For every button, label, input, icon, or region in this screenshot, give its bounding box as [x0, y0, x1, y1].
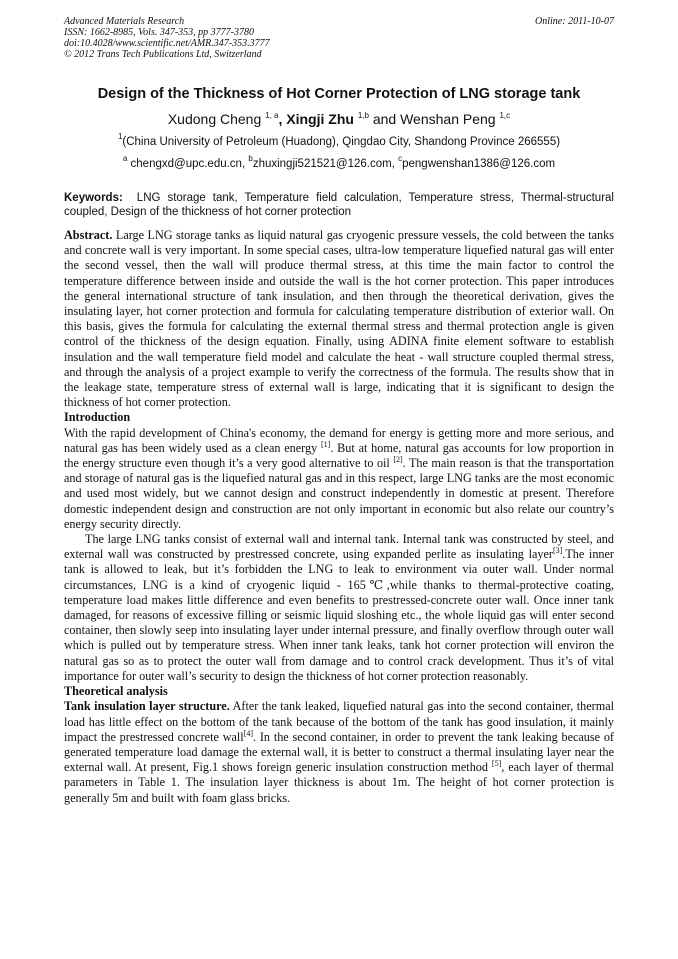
- citation[interactable]: [5]: [491, 759, 502, 769]
- author-name: Xudong Cheng: [167, 111, 262, 127]
- affiliation-sup: 1: [117, 132, 123, 141]
- email-sup: c: [398, 154, 403, 163]
- keywords: [64, 191, 614, 219]
- paragraph: [64, 426, 614, 532]
- paragraph: [64, 699, 614, 805]
- email[interactable]: pengwenshan1386@126.com: [402, 158, 556, 170]
- paragraph-text: . But at home, natural gas accounts for low proportion in the energy structure even though it’s a very good alternative to oil: [64, 440, 614, 471]
- author-sup: 1,b: [357, 111, 369, 120]
- doi-line: doi:10.4028/www.scientific.net/AMR.347-353.3777: [64, 38, 270, 49]
- email[interactable]: chengxd@upc.edu.cn,: [127, 158, 249, 170]
- paper-title: Design of the Thickness of Hot Corner Protection of LNG storage tank: [97, 86, 581, 102]
- subsection-heading: Tank insulation layer structure.: [64, 699, 230, 714]
- paragraph-text: . The main reason is that the transportation and storage of natural gas is the liquefied natural gas and in this respect, large LNG tanks are the most economic and used most widely, but we cannot design and construct independently in domestic at present. Therefore domestic independent design and construction are not only important in economic but also relate our country’s energy security directly.: [64, 456, 614, 531]
- citation[interactable]: [4]: [243, 728, 254, 738]
- abstract-text: Large LNG storage tanks as liquid natural gas cryogenic pressure vessels, the cold between the tanks and concrete wall is very important. In some special cases, ultra-low temperature liquefied natural gas will enter the second vessel, then the wall will produce thermal stress, at this time the main factor to control the temperature difference between inside and outside the wall is the hot corner protection. This paper introduces the general international structure of tank insulation, and then through the theoretical derivation, gives the insulating layer, hot corner protection and formula for calculating temperature distribution of exterior wall. On this basis, gives the formula for calculating the external thermal stress and thermal protection angle is given control of the thickness of the design equation. Finally, using ADINA finite element software to establish insulation and the wall temperature field model and calculate the heat - wall structure coupled thermal stress, and through the analysis of a project example to verify the correctness of the formula. The results show that in the leakage state, temperature stress of external wall is large, indicating that it is significant to design the thickness of hot corner protection.: [64, 228, 614, 410]
- online-date: Online: 2011-10-07: [535, 16, 614, 27]
- affiliation: [64, 132, 614, 149]
- author-name: and Wenshan Peng: [368, 111, 496, 127]
- author-sup: 1,c: [499, 111, 511, 120]
- author-name: , Xingji Zhu: [278, 111, 354, 127]
- citation[interactable]: [3]: [552, 546, 563, 556]
- abstract: [64, 228, 614, 410]
- section-heading-theory: Theoretical analysis: [64, 684, 168, 699]
- abstract-label: Abstract.: [64, 228, 113, 242]
- paragraph-text: , each layer of thermal parameters in Table 1. The insulation layer thickness is about 1m. The height of hot corner protection is generally 5m and built with foam glass bricks.: [64, 760, 614, 805]
- email-sup: a: [122, 154, 128, 163]
- paragraph: [64, 532, 614, 684]
- affiliation-text: (China University of Petroleum (Huadong), Qingdao City, Shandong Province 266555): [122, 136, 561, 148]
- paragraph-text: .The inner tank is allowed to leak, but it’s forbidden the LNG to leak to environment via outer wall. Under normal circumstances, LNG is a kind of cryogenic liquid - 165℃,while thanks to thermal-protective coating, temperature load makes little difference and even benefits to prestressed-concrete outer wall. Once inner tank damaged, for reasons of excessive filling or seismic liquid sloshing etc., the whole liquid gas will enter second container, then slowly seep into insulating layer under internal pressure, and finally overflow through outer wall which is pulled out by temperature stress. When inner tank leaks, tank hot corner protection will environ the natural gas so as to protect the outer wall from damage and to control crack development. Thus it’s of vital importance for outer wall’s security to design the thickness of hot corner protection reasonably.: [64, 547, 614, 683]
- paragraph-text: With the rapid development of China's economy, the demand for energy is getting more and more serious, and natural gas has been widely used as a clean energy: [64, 425, 614, 455]
- section-heading-introduction: Introduction: [64, 410, 131, 425]
- author-line: [64, 109, 614, 129]
- paragraph-text: . In the second container, in order to prevent the tank leaking because of generated temperature load damage the external wall, it is better to construct a thermal insulating layer near the external wall. At present, Fig.1 shows foreign generic insulation construction method: [64, 729, 614, 775]
- citation[interactable]: [2]: [393, 455, 403, 465]
- paragraph-text: After the tank leaked, liquefied natural gas into the second container, thermal load has little effect on the bottom of the tank because of the bottom of the tank has good insulation, it mainly impact the prestressed concrete wall: [64, 699, 614, 744]
- author-sup: 1, a: [265, 111, 279, 120]
- journal-name: Advanced Materials Research: [64, 16, 185, 27]
- copyright-line: © 2012 Trans Tech Publications Ltd, Switzerland: [64, 49, 262, 60]
- issn-line: ISSN: 1662-8985, Vols. 347-353, pp 3777-3780: [64, 27, 254, 38]
- journal-header: [64, 16, 614, 60]
- keywords-text: LNG storage tank, Temperature field calculation, Temperature stress, Thermal-structural coupled, Design of the thickness of hot corner protection: [64, 192, 614, 218]
- keywords-label: Keywords:: [64, 192, 123, 204]
- email[interactable]: zhuxingji521521@126.com,: [252, 158, 399, 170]
- citation[interactable]: [1]: [321, 439, 331, 449]
- email-line: [64, 154, 614, 171]
- email-sup: b: [248, 154, 253, 163]
- paragraph-text: The large LNG tanks consist of external wall and internal tank. Internal tank was constructed by steel, and external wall was constructed by prestressed concrete, using expanded perlite as insulating layer: [64, 532, 614, 562]
